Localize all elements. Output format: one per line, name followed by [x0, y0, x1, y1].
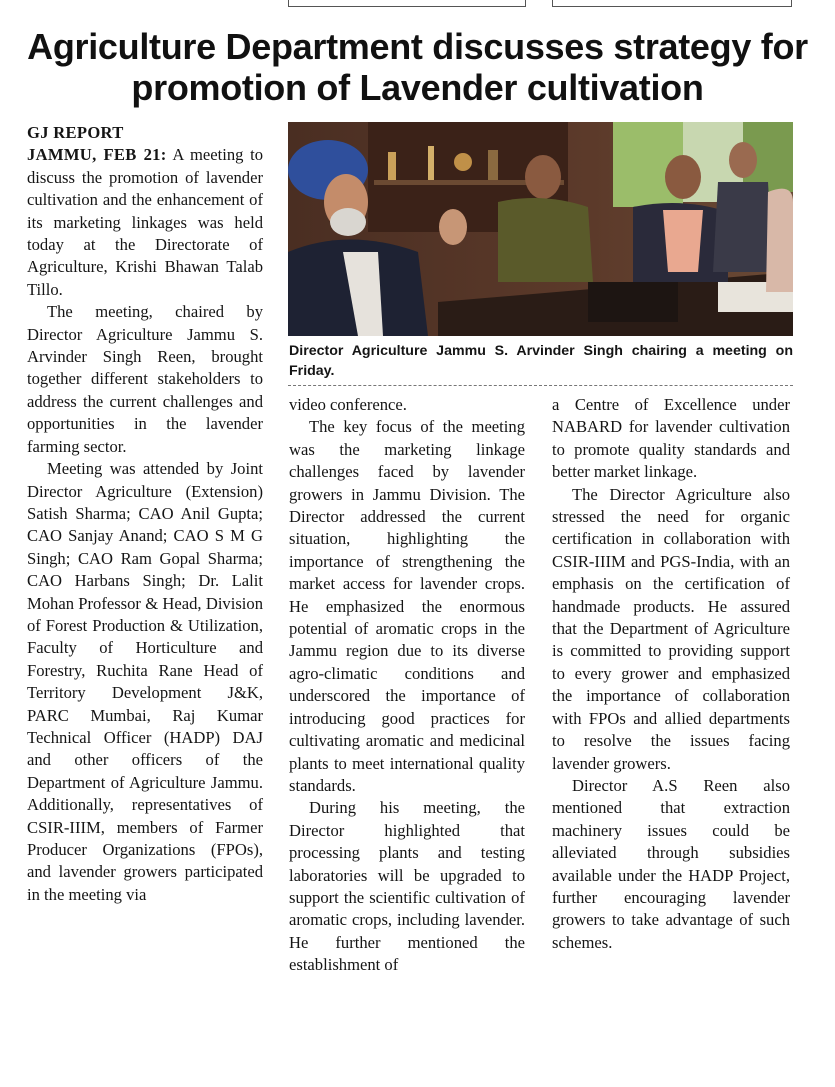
caption-divider	[288, 385, 793, 386]
paragraph-5-continued: a Centre of Excellence under NABARD for lavender cultivation to promote quality standards and better market linkage.	[552, 395, 790, 482]
paragraph-5: During his meeting, the Director highlighted that processing plants and testing laboratories will be upgraded to support the scientific cultivation of aromatic crops, including lavender. He further mentioned the establishment of	[289, 798, 525, 975]
dateline: JAMMU, FEB 21:	[27, 145, 167, 165]
headline: Agriculture Department discusses strategy for promotion of Lavender cultivation	[27, 26, 808, 108]
article-column-1	[27, 122, 263, 906]
paragraph-2: The meeting, chaired by Director Agriculture Jammu S. Arvinder Singh Reen, brought together different stakeholders to address the current challenges and opportunities in the lavender farming sector.	[27, 302, 263, 456]
paragraph-3: Meeting was attended by Joint Director Agriculture (Extension) Satish Sharma; CAO Anil Gupta; CAO Sanjay Anand; CAO S M G Singh; CAO Ram Gopal Sharma; CAO Harbans Singh; Dr. Lalit Mohan Professor & Head, Division of Forest Production & Utilization, Faculty of Horticulture and Forestry, Ruchita Rane Head of Territory Development J&K, PARC Mumbai, Raj Kumar Technical Officer (HADP) DAJ and other officers of the Department of Agriculture Jammu. Additionally, representatives of CSIR-IIIM, members of Farmer Producer Organizations (FPOs), and lavender growers participated in the meeting via	[27, 459, 263, 904]
paragraph-6: The Director Agriculture also stressed the need for organic certification in collaboration with CSIR-IIIM and PGS-India, with an emphasis on the certification of handmade products. He assured that the Department of Agriculture is committed to providing support to every grower and emphasized the importance of collaboration with FPOs and allied departments to resolve the issues facing lavender growers.	[552, 484, 790, 773]
meeting-photo	[288, 122, 793, 336]
meeting-photo-image	[288, 122, 793, 336]
photo-caption: Director Agriculture Jammu S. Arvinder Singh chairing a meeting on Friday.	[289, 343, 793, 379]
byline: GJ REPORT	[27, 123, 124, 142]
paragraph-3-continued: video conference.	[289, 395, 407, 414]
lead-paragraph	[27, 144, 263, 301]
article-column-3	[552, 394, 790, 954]
lead-text: A meeting to discuss the promotion of lavender cultivation and the enhancement of its marketing linkages was held today at the Directorate of Agriculture, Krishi Bhawan Talab Tillo.	[27, 145, 263, 299]
top-frame-left	[288, 0, 526, 7]
paragraph-7: Director A.S Reen also mentioned that extraction machinery issues could be alleviated through subsidies available under the HADP Project, further encouraging lavender growers to take advantage of such schemes.	[552, 775, 790, 952]
paragraph-4: The key focus of the meeting was the marketing linkage challenges faced by lavender growers in Jammu Division. The Director addressed the current situation, highlighting the importance of strengthening the market access for lavender crops. He emphasized the enormous potential of aromatic crops in the Jammu region due to its diverse agro-climatic conditions and underscored the importance of introducing good practices for cultivating aromatic and medicinal plants to meet international quality standards.	[289, 417, 525, 795]
top-frame-right	[552, 0, 792, 7]
article-column-2	[289, 394, 525, 977]
